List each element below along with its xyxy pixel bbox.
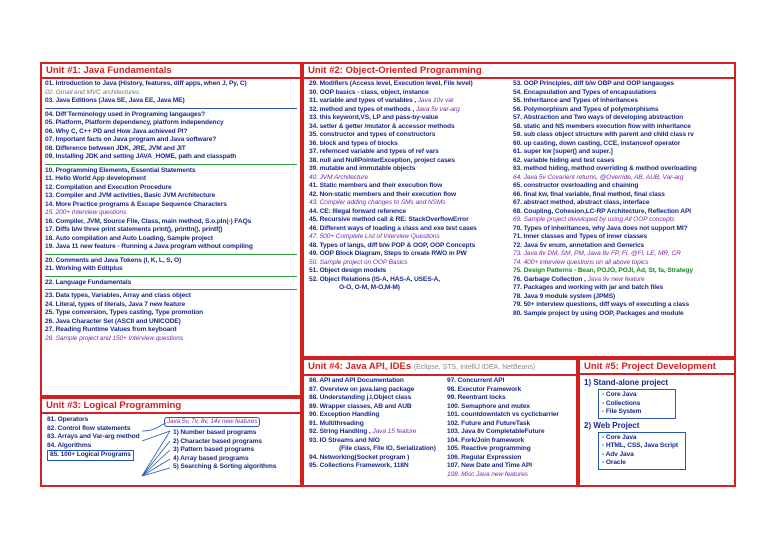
topic-item xyxy=(447,394,578,403)
topic-item xyxy=(513,284,736,293)
topic-item-text: 11. Hello World App development xyxy=(45,175,146,182)
topic-item-text: 60. up casting, down casting, CCE, instanceof operator xyxy=(513,139,681,147)
unit5-standalone-list xyxy=(598,389,676,419)
topic-item xyxy=(309,106,515,115)
topic-item xyxy=(513,89,736,98)
topic-item-text: 50. Sample project on OOP Basics xyxy=(309,258,408,266)
topic-item-text: 85. 100+ Logical Programs xyxy=(47,450,134,461)
topic-item-text: 106. Regular Expression xyxy=(447,453,522,461)
topic-item-text: 07. Important facts on Java program and Java software? xyxy=(45,136,217,143)
unit5-web-head: 2) Web Project xyxy=(584,420,640,430)
project-item: - Collections xyxy=(602,399,641,407)
topic-item-text: O-O, O-M, M-O,M-M) xyxy=(339,284,400,291)
topic-item-text: 72. Java 5v enum, annotation and Generics xyxy=(513,241,645,249)
topic-item xyxy=(45,145,297,154)
topic-item-text: 12. Compilation and Execution Procedure xyxy=(45,183,172,191)
topic-item-text: 69. Sample project developed by using All OOP concepts xyxy=(513,216,675,223)
topic-item-text: 40. JVM Architecture xyxy=(309,173,368,181)
topic-item xyxy=(513,310,736,319)
topic-item-text: 38. null and NullPointerException, project cases xyxy=(309,156,455,164)
topic-item xyxy=(45,153,297,162)
topic-item-text: 81. Operators xyxy=(47,416,89,423)
topic-item xyxy=(45,184,297,193)
topic-item xyxy=(45,80,297,89)
topic-item xyxy=(309,420,449,429)
topic-item xyxy=(513,157,736,166)
topic-item-text: 88. Understanding j.l.Object class xyxy=(309,394,412,401)
topic-item xyxy=(513,267,736,276)
topic-item xyxy=(309,250,515,259)
topic-item xyxy=(45,209,297,218)
unit2-panel xyxy=(302,62,736,358)
project-item: - Core Java xyxy=(602,391,637,398)
topic-item xyxy=(309,157,515,166)
topic-item-text: 83. Arrays and Var-arg method xyxy=(47,433,140,440)
topic-item xyxy=(309,114,515,123)
topic-item xyxy=(309,80,515,89)
topic-item xyxy=(309,140,515,149)
topic-item xyxy=(45,265,297,274)
topic-item-text: 13. Compiler and JVM activities, Basic JVM Architecture xyxy=(45,192,216,199)
topic-item-highlight: Java 9v new feature xyxy=(585,275,645,283)
topic-item-text: 39. mutable and immutable objects xyxy=(309,165,416,172)
topic-item-text: 87. Overview on java.lang package xyxy=(309,385,415,393)
topic-item xyxy=(309,216,515,225)
unit5-title: Unit #5: Project Development xyxy=(580,360,734,375)
topic-item xyxy=(45,136,297,145)
topic-item-text: 15. 200+ Interview questions xyxy=(45,209,127,216)
unit4-title xyxy=(304,360,576,376)
topic-item xyxy=(309,445,449,454)
topic-item-text: 74. 400+ interview questions on all above topics xyxy=(513,258,649,266)
topic-item-text: 105. Reactive programming xyxy=(447,445,531,452)
topic-item-highlight: Java 15 feature xyxy=(370,428,417,435)
unit5-panel xyxy=(578,358,736,487)
topic-item xyxy=(45,309,297,318)
topic-item xyxy=(45,257,297,266)
project-item: - Adv Java xyxy=(602,450,634,458)
unit3-title: Unit #3: Logical Programming xyxy=(42,399,300,414)
topic-item-text: 55. Inheritance and Types of inheritances xyxy=(513,97,638,104)
topic-item-text: 90. Exception Handling xyxy=(309,411,380,418)
topic-item-text: 79. 50+ interview questions, diff ways of executing a class xyxy=(513,301,690,308)
topic-item-text: 71. Inner classes and Types of inner classes xyxy=(513,233,648,240)
topic-item-text: 67. abstract method, abstract class, interface xyxy=(513,199,650,206)
topic-item-text: 37. refernced variable and types of ref vars xyxy=(309,148,439,155)
topic-item-text: 103. Java 8v CompletableFuture xyxy=(447,428,545,435)
topic-item-text: 45. Recursive method call & RE: StackOverflowError xyxy=(309,216,469,223)
topic-item xyxy=(309,284,515,293)
topic-item xyxy=(45,235,297,244)
topic-item-text: 03. Java Editions (Java SE, Java EE, Java ME) xyxy=(45,97,185,104)
topic-item-text: 42. Non-static members and their execution flow xyxy=(309,190,456,198)
topic-item xyxy=(309,428,449,437)
topic-item-text: 92. String Handling , xyxy=(309,428,371,435)
topic-item-text: 89. Wrapper classes, AB and AUB xyxy=(309,402,412,410)
topic-item-text: 86. API and API Documentation xyxy=(309,377,404,384)
project-item: - File System xyxy=(602,408,642,415)
topic-item-text: 33. this keyword,VS, LP and pass-by-value xyxy=(309,114,439,121)
topic-item-text: 68. Coupling, Cohesion,LC-RP Architecture, Reflection API xyxy=(513,207,691,215)
topic-item-text: 20. Comments and Java Tokens (I, K, L, S, O) xyxy=(45,256,182,264)
program-type-item: 3) Pattern based programs xyxy=(173,446,255,453)
topic-item-text: 47. 500+ Complete List of Interview Questions xyxy=(309,233,440,240)
topic-item-text: 26. Java Character Set (ASCII and UNICODE) xyxy=(45,317,181,325)
topic-item-text: (File class, File IO, Serialization) xyxy=(339,445,436,452)
topic-item xyxy=(447,437,578,446)
topic-item xyxy=(309,386,449,395)
topic-item xyxy=(513,276,736,285)
topic-item-text: 32. method and types of methods , xyxy=(309,105,415,113)
divider xyxy=(45,164,297,165)
topic-item-text: 108. Misc Java new features xyxy=(447,470,528,478)
topic-item xyxy=(513,216,736,225)
topic-item xyxy=(513,259,736,268)
topic-item xyxy=(513,165,736,174)
topic-item xyxy=(309,131,515,140)
topic-item-text: 24. Literal, types of literals, Java 7 new feature xyxy=(45,300,186,308)
unit4-title-text: Unit #4: Java API, IDEs xyxy=(308,361,412,372)
topic-item xyxy=(309,97,515,106)
topic-item xyxy=(309,454,449,463)
unit4-subtitle: (Eclipse, STS, IntelliJ IDEA, NetBeans) xyxy=(413,364,536,371)
topic-item-text: 48. Types of langs, diff b/w POP & OOP, OOP Concepts xyxy=(309,241,476,249)
topic-item-text: 36. block and types of blocks xyxy=(309,139,398,147)
topic-item-text: 16. Compiler, JVM, Source File, Class, main method, S.o.pln(-) FAQs xyxy=(45,217,252,225)
topic-item xyxy=(45,192,297,201)
topic-item-text: 58. static and NS members execution flow with inheritance xyxy=(513,122,691,130)
topic-item xyxy=(45,89,297,98)
topic-item xyxy=(45,326,297,335)
topic-item-text: 35. constructor and types of constructors xyxy=(309,131,436,138)
topic-item xyxy=(513,293,736,302)
topic-item-text: 21. Working with Editplus xyxy=(45,265,123,272)
topic-item-text: 51. Object design models xyxy=(309,267,387,274)
topic-item xyxy=(45,97,297,106)
topic-item-text: 05. Platform, Platform dependency, platform independency xyxy=(45,119,224,126)
topic-item-text: 63. method hiding, method overriding & method overloading xyxy=(513,165,697,172)
topic-item xyxy=(45,119,297,128)
topic-item-text: 31. variable and types of variables , xyxy=(309,97,416,104)
topic-item xyxy=(513,80,736,89)
topic-item-text: 29. Modifiers (Access level, Execution level, File level) xyxy=(309,80,473,87)
topic-item xyxy=(447,403,578,412)
topic-item-text: 28. Sample project and 150+ Interview questions xyxy=(45,334,184,342)
topic-item-text: 01. Introduction to Java (History, features, diff apps, when J, Py, C) xyxy=(45,80,247,87)
topic-item xyxy=(309,394,449,403)
topic-item xyxy=(447,411,578,420)
unit3-connector-lines xyxy=(140,417,180,487)
topic-item-text: 41. Static members and their execution flow xyxy=(309,182,443,189)
project-item: - HTML, CSS, Java Script xyxy=(602,442,679,449)
topic-item xyxy=(447,445,578,454)
unit3-new-features-note: Java 5v, 7v, 8v, 14v new features xyxy=(164,417,260,427)
topic-item xyxy=(513,199,736,208)
topic-item-text: 27. Reading Runtime Values from keyboard xyxy=(45,326,177,333)
topic-item xyxy=(513,97,736,106)
topic-item-text: 09. Installing JDK and setting JAVA_HOME, path and classpath xyxy=(45,153,237,160)
topic-item-text: 08. Difference between JDK, JRE, JVM and JIT xyxy=(45,144,186,152)
topic-item xyxy=(513,233,736,242)
topic-item xyxy=(45,243,297,252)
topic-item xyxy=(309,123,515,132)
topic-item-text: 22. Language Fundamentals xyxy=(45,278,132,286)
topic-item xyxy=(513,106,736,115)
topic-item-highlight: Java 5v var-arg xyxy=(414,105,460,113)
topic-item-text: 04. Diff Terminology used in Programing langauges? xyxy=(45,110,206,118)
topic-item xyxy=(513,301,736,310)
topic-item xyxy=(309,276,515,285)
topic-item xyxy=(309,225,515,234)
topic-item-text: 100. Semaphore and mutex xyxy=(447,402,530,410)
topic-item-text: 19. Java 11 new feature - Running a Java program without compiling xyxy=(45,243,253,250)
topic-item-text: 84. Algorithms xyxy=(47,441,92,449)
topic-item-text: 10. Programming Elements, Essential Statements xyxy=(45,166,196,174)
topic-item xyxy=(309,259,515,268)
unit4-column-1 xyxy=(306,376,452,472)
topic-item xyxy=(513,242,736,251)
topic-item-text: 104. Fork/Join framework xyxy=(447,436,525,444)
topic-item xyxy=(309,199,515,208)
topic-item-highlight: Java 10v var xyxy=(415,97,454,104)
topic-item-text: 66. final kw, final variable, final method, final class xyxy=(513,190,665,198)
topic-item xyxy=(513,114,736,123)
program-type-item: 2) Character based programs xyxy=(173,437,262,445)
topic-item xyxy=(447,471,578,480)
unit4-column-2 xyxy=(444,376,578,480)
topic-item-text: 44. CE: Illegal forward reference xyxy=(309,207,407,215)
topic-item xyxy=(447,420,578,429)
project-item: - Core Java xyxy=(602,433,637,441)
topic-item xyxy=(45,128,297,137)
topic-item xyxy=(45,279,297,288)
unit3-program-types xyxy=(170,428,302,473)
topic-item-text: 97. Concurrent API xyxy=(447,377,505,384)
topic-item-text: 64. Java 5v Covarient returns, @Override, AB, AUB, Var-arg xyxy=(513,173,684,181)
topic-item xyxy=(447,454,578,463)
topic-item xyxy=(309,403,449,412)
unit5-web-list xyxy=(598,432,686,470)
topic-item-text: 57. Abstraction and Two ways of developing abstraction xyxy=(513,114,684,121)
topic-item xyxy=(45,218,297,227)
unit3-panel xyxy=(40,397,302,487)
topic-item-text: 70. Types of inheritances, why Java does not support MI? xyxy=(513,224,688,232)
topic-item-text: 59. sub class object structure with parent and child class rv xyxy=(513,131,694,138)
topic-item xyxy=(513,208,736,217)
topic-item xyxy=(513,123,736,132)
topic-item-text: 34. setter & getter /mutator & accessor methods xyxy=(309,122,455,130)
topic-item xyxy=(309,437,449,446)
topic-item-text: 46. Different ways of loading a class and exe test cases xyxy=(309,224,477,232)
topic-item-text: 02. Gmail and MVC architectures xyxy=(45,88,140,96)
topic-item-text: 73. Java 8v DM, SM, PM, Java 8v FP, FI, @FI, LE, MR, CR xyxy=(513,250,681,257)
topic-item xyxy=(309,242,515,251)
topic-item-text: 75. Design Patterns - Bean, POJO, POJI, Ad, St, fa, Strategy xyxy=(513,267,693,274)
topic-item-text: 98. Executor Framework xyxy=(447,385,522,393)
topic-item xyxy=(309,89,515,98)
topic-item-text: 23. Data types, Variables, Array and class object xyxy=(45,292,191,299)
program-type-item: 4) Array based programs xyxy=(173,454,249,462)
topic-item xyxy=(309,411,449,420)
topic-item xyxy=(513,191,736,200)
topic-item xyxy=(309,174,515,183)
topic-item-text: 14. More Practice programs & Escape Sequence Characters xyxy=(45,200,227,208)
topic-item-text: 65. constructor overloading and chaining xyxy=(513,182,639,189)
topic-item-text: 78. Java 9 module system (JPMS) xyxy=(513,292,616,300)
topic-item-text: 49. OOP Block Diagram, Steps to create RWO in PW xyxy=(309,250,467,257)
topic-item-text: 30. OOP basics - class, object, instance xyxy=(309,88,429,96)
program-type-item: 5) Searching & Sorting algorithms xyxy=(173,463,277,470)
topic-item xyxy=(309,233,515,242)
topic-item-text: 25. Type conversion, Types casting, Type promotion xyxy=(45,309,204,316)
topic-item xyxy=(45,318,297,327)
divider xyxy=(45,108,297,109)
topic-item-text: 06. Why C, C++ PD and How Java achieved PI? xyxy=(45,127,188,135)
topic-item xyxy=(513,131,736,140)
topic-item xyxy=(45,167,297,176)
topic-item-text: 62. variable hiding and test cases xyxy=(513,156,615,164)
topic-item xyxy=(45,175,297,184)
topic-item-text: 17. Diffs b/w three print statements print(), println(), printf() xyxy=(45,226,223,233)
topic-item-text: 54. Encapsulation and Types of encapsulations xyxy=(513,88,657,96)
unit2-title: Unit #2: Object-Oriented Programming xyxy=(304,64,734,79)
topic-item-text: 77. Packages and working with jar and batch files xyxy=(513,284,664,291)
program-type-item: 1) Number based programs xyxy=(173,429,257,436)
unit1-list xyxy=(42,79,300,344)
topic-item xyxy=(513,140,736,149)
divider xyxy=(45,276,297,277)
topic-item xyxy=(447,428,578,437)
topic-item xyxy=(45,226,297,235)
divider xyxy=(45,289,297,290)
unit4-panel xyxy=(302,358,578,487)
topic-item-text: 91. Multithreading xyxy=(309,419,364,427)
topic-item-text: 94. Networking(Socket program ) xyxy=(309,453,410,461)
topic-item xyxy=(309,182,515,191)
topic-item xyxy=(513,148,736,157)
topic-item xyxy=(45,111,297,120)
topic-item xyxy=(309,191,515,200)
unit2-column-2 xyxy=(510,79,736,319)
topic-item-text: 53. OOP Principles, diff b/w OBP and OOP langauges xyxy=(513,80,674,87)
topic-item-text: 93. IO Streams and NIO xyxy=(309,436,380,444)
unit5-standalone-head: 1) Stand-alone project xyxy=(584,378,669,387)
topic-item-text: 95. Collections Framework, 118N xyxy=(309,462,409,469)
topic-item-text: 56. Polymorphism and Types of polymorphisms xyxy=(513,105,659,113)
topic-item xyxy=(309,462,449,471)
topic-item-text: 80. Sample project by using OOP, Packages and module xyxy=(513,309,684,317)
topic-item-text: 107. New Date and Time API xyxy=(447,462,532,469)
topic-item xyxy=(513,225,736,234)
topic-item-text: 76. Garbage Collection , xyxy=(513,275,586,283)
topic-item xyxy=(45,301,297,310)
topic-item xyxy=(513,182,736,191)
topic-item xyxy=(309,165,515,174)
topic-item-text: 52. Object Relations (IS-A, HAS-A, USES-A, xyxy=(309,275,440,283)
topic-item-text: 18. Auto compilation and Auto Loading, Sample project xyxy=(45,234,213,242)
topic-item xyxy=(309,377,449,386)
topic-item-text: 102. Future and FutureTask xyxy=(447,419,531,427)
topic-item xyxy=(513,250,736,259)
topic-item-text: 43. Compiler adding changes to SMs and NSMs xyxy=(309,199,446,206)
topic-item xyxy=(513,174,736,183)
project-item: - Oracle xyxy=(602,459,626,466)
unit1-panel xyxy=(40,62,302,397)
topic-item xyxy=(447,386,578,395)
topic-item-text: 99. Reentrant locks xyxy=(447,394,506,401)
topic-item xyxy=(309,148,515,157)
topic-item-text: 61. super kw [super() and super.] xyxy=(513,148,613,155)
topic-item-text: 82. Control flow statements xyxy=(47,424,131,432)
topic-item xyxy=(447,377,578,386)
unit2-column-1 xyxy=(306,79,518,294)
topic-item xyxy=(309,267,515,276)
topic-item xyxy=(447,462,578,471)
topic-item xyxy=(45,292,297,301)
topic-item xyxy=(45,335,297,344)
topic-item xyxy=(309,208,515,217)
topic-item xyxy=(45,201,297,210)
divider xyxy=(45,254,297,255)
topic-item-text: 101. countdownlatch vs cyclicbarrier xyxy=(447,411,559,418)
unit1-title: Unit #1: Java Fundamentals xyxy=(42,64,300,79)
